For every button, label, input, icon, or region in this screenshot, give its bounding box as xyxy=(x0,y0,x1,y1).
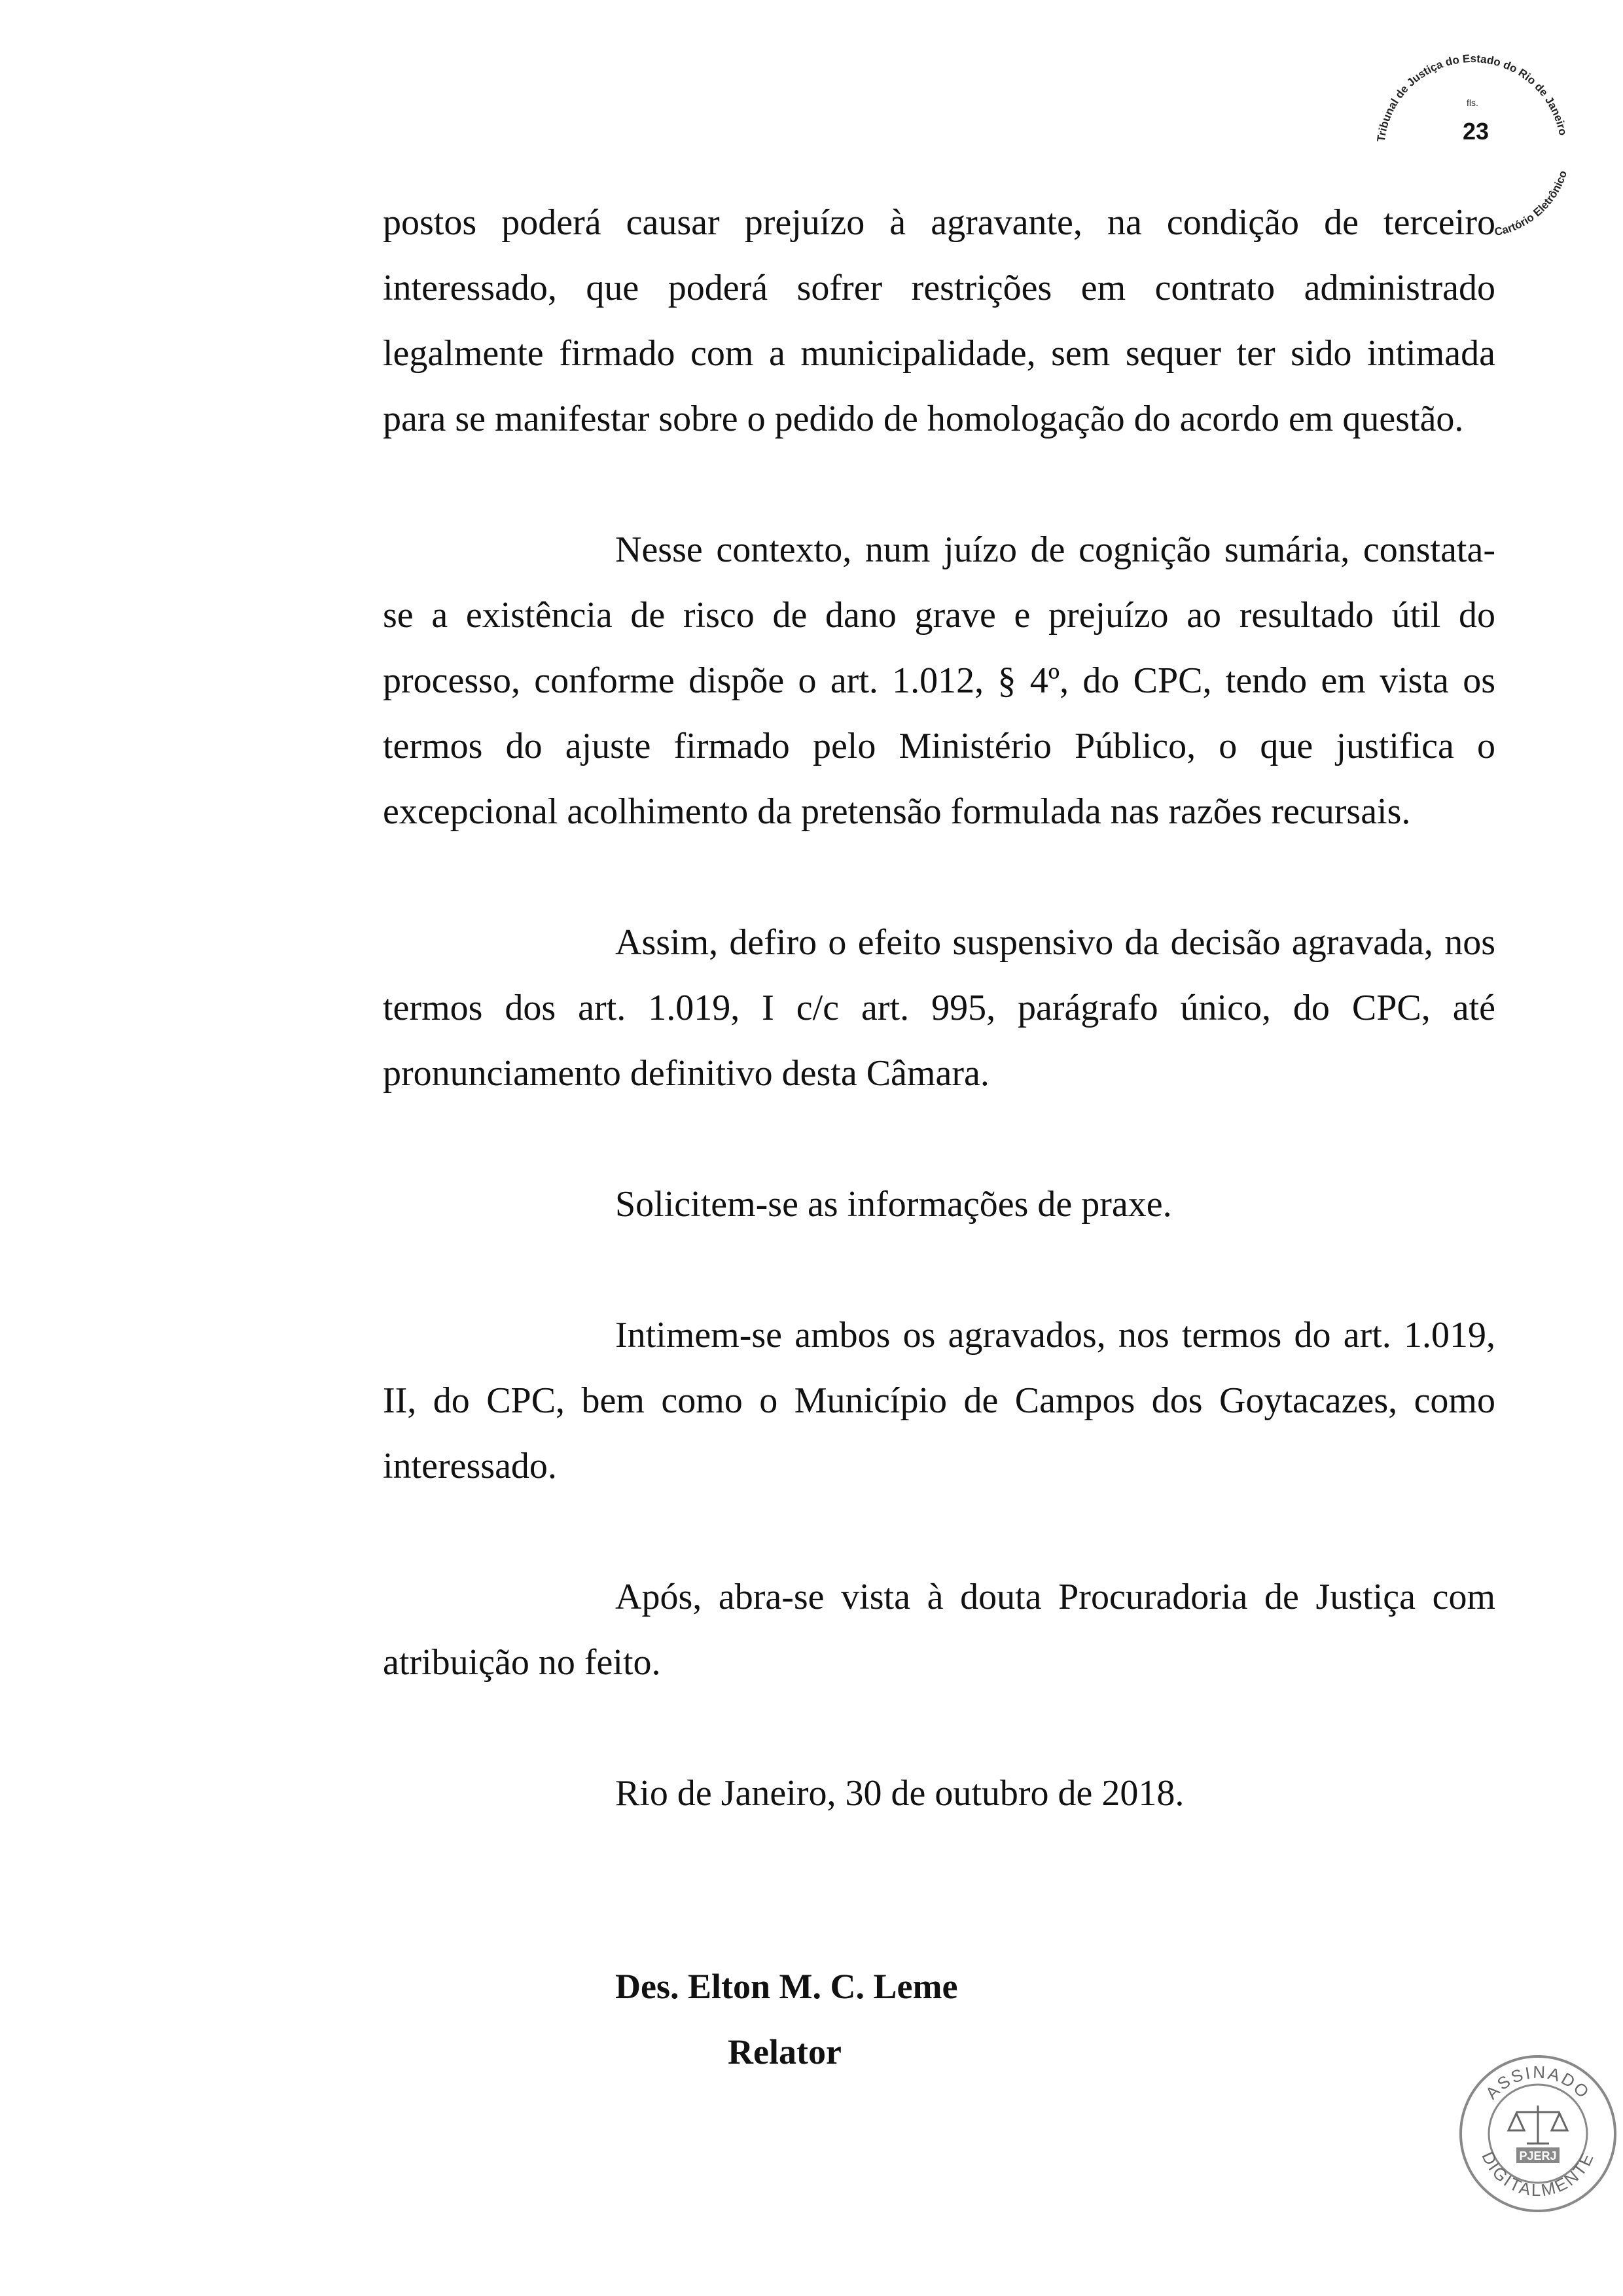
signature-block xyxy=(615,1954,957,2085)
stamp-inner-label: fls. xyxy=(1467,98,1478,108)
stamp-arc-top: Tribunal de Justiça do Estado do Rio de Janeiro xyxy=(1374,52,1569,143)
paragraph-information: Solicitem-se as informações de praxe. xyxy=(615,1184,1172,1225)
digital-signature-seal xyxy=(1456,2052,1620,2215)
page-number: 23 xyxy=(1462,118,1489,145)
paragraph-continuation: postos poderá causar prejuízo à agravante, na condição de terceiro interessado, que poderá sofrer restrições em contrato administrado legalmente firmado com a municipalidade, sem sequer ter sido intimada para se manifestar sobre o pedido de homologação do acordo em questão. xyxy=(383,202,1495,439)
signatory-role: Relator xyxy=(728,2032,842,2072)
seal-center-text: PJERJ xyxy=(1519,2149,1557,2162)
paragraph-summons: Intimem-se ambos os agravados, nos termos do art. 1.019, II, do CPC, bem como o Município de Campos dos Goytacazes, como interessado. xyxy=(383,1315,1495,1486)
stamp-arc-bottom: Cartório Eletrônico xyxy=(1493,169,1570,236)
scales-of-justice-icon xyxy=(1508,2106,1567,2144)
date-line: Rio de Janeiro, 30 de outubro de 2018. xyxy=(615,1773,1185,1814)
paragraph-context: Nesse contexto, num juízo de cognição sumária, constata-se a existência de risco de dano grave e prejuízo ao resultado útil do processo, conforme dispõe o art. 1.012, § 4º, do CPC, tendo em vista os termos do ajuste firmado pelo Ministério Público, o que justifica o excepcional acolhimento da pretensão formulada nas razões recursais. xyxy=(383,529,1495,832)
seal-bottom-text: DIGITALMENTE xyxy=(1478,2148,1598,2200)
signatory-name: Des. Elton M. C. Leme xyxy=(615,1967,958,2006)
seal-top-text: ASSINADO xyxy=(1481,2062,1595,2104)
paragraph-decision: Assim, defiro o efeito suspensivo da decisão agravada, nos termos dos art. 1.019, I c/c art. 995, parágrafo único, do CPC, até pronunciamento definitivo desta Câmara. xyxy=(383,922,1495,1094)
paragraph-procuradoria: Após, abra-se vista à douta Procuradoria de Justiça com atribuição no feito. xyxy=(383,1577,1495,1683)
svg-text:Cartório Eletrônico xyxy=(1493,169,1569,236)
document-body xyxy=(383,190,1495,1826)
